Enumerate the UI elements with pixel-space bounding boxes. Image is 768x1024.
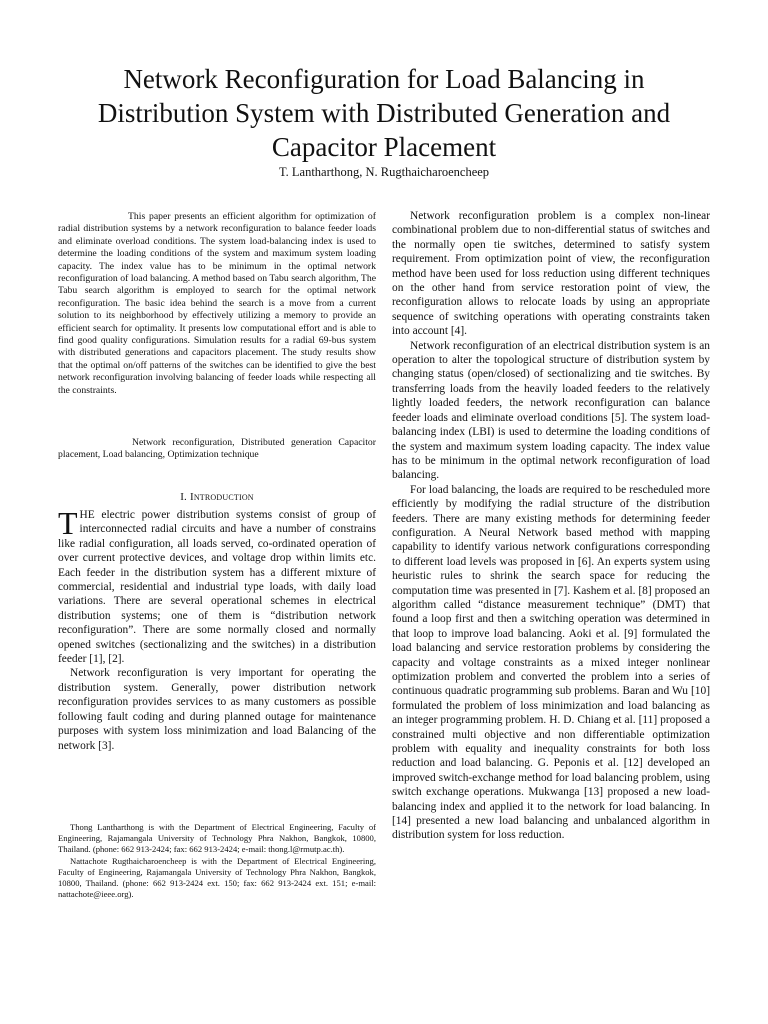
paper-title: Network Reconfiguration for Load Balancing in Distribution System with Distributed Generation and Capacitor Placement	[97, 64, 671, 162]
right-paragraph-3: For load balancing, the loads are required to be rescheduled more efficiently by modifying the radial structure of the distribution feeders. There are many existing methods for determining feeder configuration. A Neural Network based method with mapping capability to identify various network configurations corresponding to different load levels was proposed in [6]. An experts system using heuristic rules to shrink the search space for reducing the computation time was presented in [7]. Kashem et al. [8] proposed an algorithm called “distance measurement technique” (DMT) that found a loop first and then a switching operation was determined in that loop to improve load balancing. Aoki et al. [9] formulated the load balancing and service restoration problems by considering the capacity and voltage constraints as a mixed integer nonlinear optimization problem and converted the problem into a series of continuous quadratic programming sub problems. Baran and Wu [10] formulated the problem of loss minimization and load balancing as an integer programming problem. H. D. Chiang et al. [11] proposed a constrained multi objective and non differentiable optimization problem with equality and inequality constraints for both loss reduction and load balancing. G. Peponis et al. [12] developed an improved switch-exchange method for load balancing problem, using switch exchange operations. Mukwanga [13] proposed a new load-balancing index and applied it to the network for load balancing. In [14] presented a new load balancing and unbalanced algorithm in distribution system for loss reduction.	[392, 483, 710, 842]
right-column-body	[392, 209, 710, 843]
dropcap-letter: T	[58, 505, 78, 541]
right-paragraph-1: Network reconfiguration problem is a complex non-linear combinational problem due to non-differential status of switches and the normally open tie switches, determined to satisfy system requirement. From optimization point of view, the reconfiguration method have been used for loss reduction using different techniques on the other hand from service restoration point of view, the reconfiguration allows to relocate loads by using an appropriate sequence of switching operations with operating constraints taken into account [4].	[392, 210, 710, 338]
intro-paragraph-1	[58, 505, 376, 666]
intro-paragraph-1-text: HE electric power distribution systems consist of group of interconnected radial circuits and have a number of constrains like radial configuration, all loads served, co-ordinated operation of over current protective devices, and voltage drop within limits etc. Each feeder in the distribution system has a different mixture of commercial, residential and industrial type loads, with daily load variations. There are several operational schemes in electrical distribution systems; one of them is “distribution network reconfiguration”. There are some normally closed and normally opened switches (sectionalizing and the switches) in a distribution feeder [1], [2].	[58, 509, 376, 666]
introduction-body	[58, 505, 376, 753]
abstract-text: This paper presents an efficient algorithm for optimization of radial distribution systems by a network reconfiguration to balance feeder loads and eliminate overload conditions. The system load-balancing index is used to determine the loading conditions of the system and maximum system loading capacity. The index value has to be minimum in the optimal network reconfiguration of load balancing. A method based on Tabu search algorithm, The Tabu search algorithm is employed to search for the optimal network reconfiguration. The basic idea behind the search is a move from a current solution to its neighborhood by effectively utilizing a memory to provide an efficient search for optimality. It presents low computational effort and is able to find good quality configurations. Simulation results for a radial 69-bus system with distributed generations and capacitors placement. The study results show that the optimal on/off patterns of the switches can be identified to give the best network reconfiguration involving balancing of feeder loads while respecting all the constraints.	[58, 211, 376, 396]
section-heading-introduction: I. Introduction	[180, 491, 254, 503]
keywords-text: Network reconfiguration, Distributed generation Capacitor placement, Load balancing, Optimization technique	[58, 437, 376, 461]
keywords	[58, 437, 376, 462]
intro-paragraph-2: Network reconfiguration is very important for operating the distribution system. Generally, power distribution network reconfiguration provides services to as many customers as possible following fault coding and during planned outage for maintenance purposes with system loss minimization and load Balancing of the network [3].	[58, 667, 376, 752]
footnote-author-1: Thong Lantharthong is with the Department of Electrical Engineering, Faculty of Engineering, Rajamangala University of Technology Phra Nakhon, Bangkok, 10800, Thailand. (phone: 662 913-2424; fax: 662 913-2424; e-mail: thong.l@rmutp.ac.th).	[58, 822, 376, 855]
right-paragraph-2: Network reconfiguration of an electrical distribution system is an operation to alter the topological structure of distribution system by changing status (open/closed) of sectionalizing and tie switches. By transferring loads from the heavily loaded feeders to the relatively lightly loaded feeders, the network reconfiguration can balance feeder loads and eliminate overload conditions [5]. The system load-balancing index (LBI) is used to determine the loading conditions of the system and maximum system loading capacity. The index value has to be minimum in the optimal network reconfiguration of load balancing.	[392, 339, 710, 482]
paper-authors: T. Lantharthong, N. Rugthaicharoencheep	[278, 165, 490, 179]
author-footnotes	[58, 822, 376, 900]
abstract	[58, 211, 376, 397]
footnote-author-2: Nattachote Rugthaicharoencheep is with the Department of Electrical Engineering, Faculty of Engineering, Rajamangala University of Technology Phra Nakhon, Bangkok, 10800, Thailand. (phone: 662 913-2424 ext. 150; fax: 662 913-2424 ext. 151; e-mail: nattachote@ieee.org).	[58, 855, 376, 900]
